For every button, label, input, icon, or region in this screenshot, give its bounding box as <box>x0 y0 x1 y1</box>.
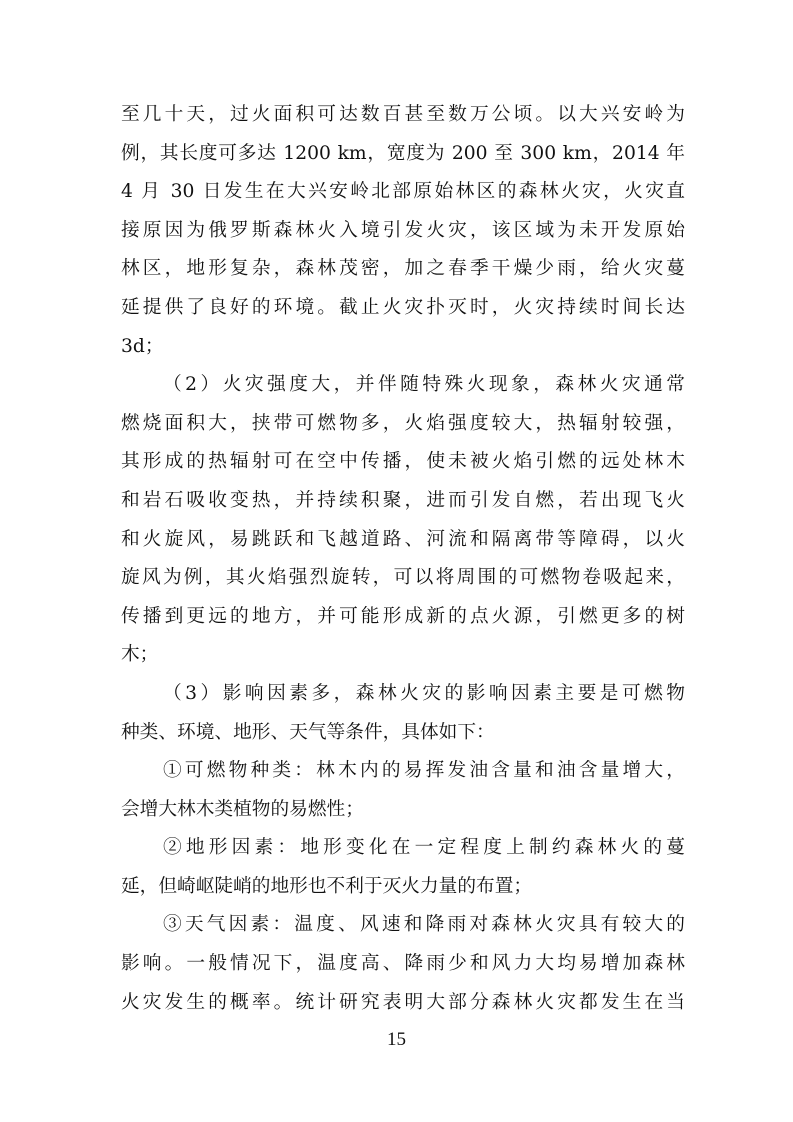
text-line: 燃烧面积大，挟带可燃物多，火焰强度较大，热辐射较强， <box>121 412 685 434</box>
text-line: 传播到更远的地方，并可能形成新的点火源，引燃更多的树 <box>121 605 685 627</box>
text-line: ②地形因素：地形变化在一定程度上制约森林火的蔓 <box>163 837 685 859</box>
text-line: 林区，地形复杂，森林茂密，加之春季干燥少雨，给火灾蔓 <box>121 258 685 280</box>
text-line: 延提供了良好的环境。截止火灾扑灭时，火灾持续时间长达 <box>121 296 685 318</box>
text-line: 旋风为例，其火焰强烈旋转，可以将周围的可燃物卷吸起来， <box>121 567 685 589</box>
text-line: （2）火灾强度大，并伴随特殊火现象，森林火灾通常 <box>163 374 685 396</box>
text-line: ①可燃物种类：林木内的易挥发油含量和油含量增大， <box>163 760 685 782</box>
text-line: 延，但崎岖陡峭的地形也不利于灭火力量的布置； <box>121 875 533 897</box>
text-line: 3d； <box>121 335 164 357</box>
text-line: 和岩石吸收变热，并持续积聚，进而引发自燃，若出现飞火 <box>121 489 685 511</box>
text-line: 接原因为俄罗斯森林火入境引发火灾，该区域为未开发原始 <box>121 219 685 241</box>
text-line: 和火旋风，易跳跃和飞越道路、河流和隔离带等障碍，以火 <box>121 528 685 550</box>
text-line: 火灾发生的概率。统计研究表明大部分森林火灾都发生在当 <box>121 991 685 1013</box>
page-number: 15 <box>387 1029 406 1050</box>
text-line: 4 月 30 日发生在大兴安岭北部原始林区的森林火灾，火灾直 <box>121 181 685 203</box>
text-line: （3）影响因素多，森林火灾的影响因素主要是可燃物 <box>163 682 685 704</box>
text-line: 种类、环境、地形、天气等条件，具体如下： <box>121 721 495 743</box>
text-line: 例，其长度可多达 1200 km，宽度为 200 至 300 km，2014 年 <box>121 142 685 164</box>
text-line: 至几十天，过火面积可达数百甚至数万公顷。以大兴安岭为 <box>121 104 685 125</box>
text-line: 影响。一般情况下，温度高、降雨少和风力大均易增加森林 <box>121 953 685 975</box>
body-text <box>121 96 685 1022</box>
text-line: ③天气因素：温度、风速和降雨对森林火灾具有较大的 <box>163 914 685 936</box>
text-line: 会增大林木类植物的易燃性； <box>121 798 364 820</box>
text-line: 其形成的热辐射可在空中传播，使未被火焰引燃的远处林木 <box>121 451 685 473</box>
text-line: 木； <box>121 644 159 666</box>
